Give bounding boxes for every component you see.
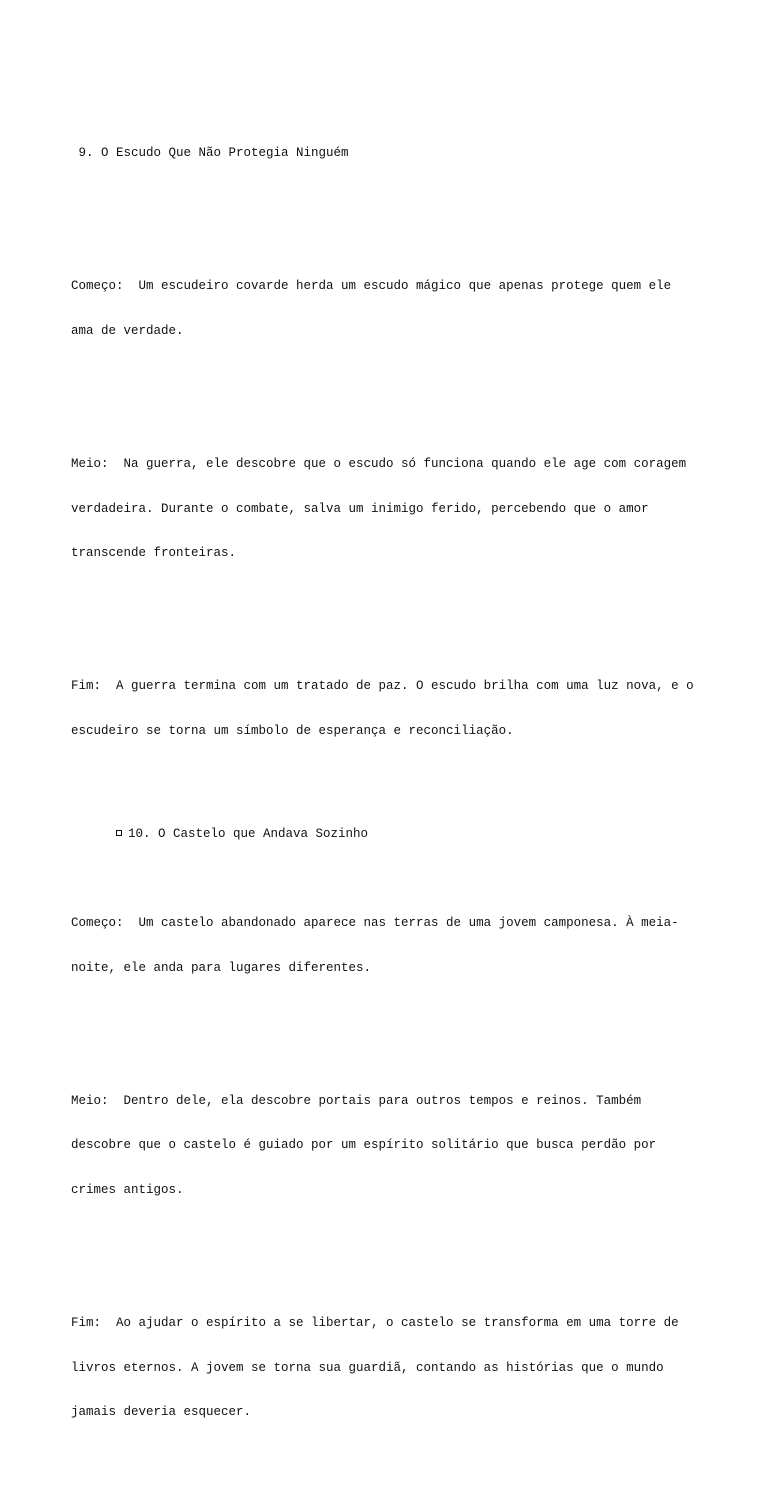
story-9-comeco-line-1: Começo: Um escudeiro covarde herda um escudo mágico que apenas protege quem ele: [71, 279, 672, 294]
story-9-meio-line-2: verdadeira. Durante o combate, salva um inimigo ferido, percebendo que o amor: [71, 501, 649, 516]
story-9-fim-line-1: Fim: A guerra termina com um tratado de paz. O escudo brilha com uma luz nova, e o: [71, 679, 694, 694]
story-10-comeco: [71, 887, 711, 1005]
story-10-meio-line-1: Meio: Dentro dele, ela descobre portais para outros tempos e reinos. Também: [71, 1094, 642, 1108]
square-bullet-icon: [116, 830, 122, 836]
story-9-meio-line-1: Meio: Na guerra, ele descobre que o escudo só funciona quando ele age com coragem: [71, 457, 687, 472]
story-9-comeco: [71, 250, 711, 368]
story-9-fim-line-2: escudeiro se torna um símbolo de esperança e reconciliação.: [71, 723, 514, 738]
story-10-comeco-line-1: Começo: Um castelo abandonado aparece nas terras de uma jovem camponesa. À meia-: [71, 916, 679, 931]
story-9-heading: [71, 116, 711, 190]
story-9-fim: [71, 650, 711, 768]
document-body: [71, 72, 711, 1509]
story-10-fim: [71, 1287, 711, 1450]
story-9-meio: [71, 428, 711, 591]
story-10-heading: [71, 812, 711, 842]
story-10-fim-line-3: jamais deveria esquecer.: [71, 1404, 252, 1419]
story-9-title: 9. O Escudo Que Não Protegia Ninguém: [71, 145, 349, 160]
story-10-meio: [71, 1064, 711, 1227]
story-9-meio-line-3: transcende fronteiras.: [71, 545, 237, 560]
story-10-meio-line-3: crimes antigos.: [71, 1182, 184, 1197]
story-10-fim-line-2: livros eternos. A jovem se torna sua guardiã, contando as histórias que o mundo: [71, 1360, 664, 1375]
story-10-comeco-line-2: noite, ele anda para lugares diferentes.: [71, 960, 372, 975]
story-9-comeco-line-2: ama de verdade.: [71, 323, 184, 338]
story-10-fim-line-1: Fim: Ao ajudar o espírito a se libertar, o castelo se transforma em uma torre de: [71, 1316, 679, 1331]
story-10-meio-line-2: descobre que o castelo é guiado por um espírito solitário que busca perdão por: [71, 1138, 657, 1153]
story-10-title: 10. O Castelo que Andava Sozinho: [128, 827, 369, 842]
